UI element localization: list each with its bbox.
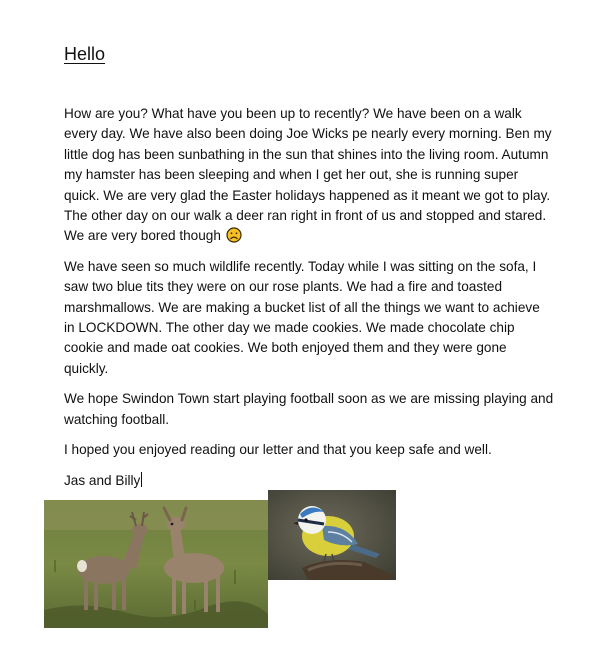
paragraph-4: I hoped you enjoyed reading our letter and that you keep safe and well. (64, 442, 492, 458)
blue-tit-photo (268, 490, 396, 580)
paragraph-1 (64, 104, 554, 247)
deer-photo (44, 500, 268, 628)
frowning-face-icon (226, 227, 242, 243)
text-cursor (141, 472, 142, 487)
letter-title: Hello (64, 44, 106, 64)
paragraph-3: We hope Swindon Town start playing football soon as we are missing playing and watching football. (64, 391, 554, 427)
paragraph-2: We have seen so much wildlife recently. Today while I was sitting on the sofa, I saw two blue tits they were on our rose plants. We had a fire and toasted marshmallows. We are making a bucket list of all the things we want to achieve in LOCKDOWN. The other day we made cookies. We made chocolate chip cookie and made oat cookies. We both enjoyed them and they were gone quickly. (64, 258, 540, 376)
signature: Jas and Billy (64, 472, 141, 488)
signature-line (64, 471, 554, 491)
paragraph-1-text: How are you? What have you been up to recently? We have been on a walk every day. We have also been doing Joe Wicks pe nearly every morning. Ben my little dog has been sunbathing in the sun that shines into the living room. Autumn my hamster has been sleeping and when I get her out, she is running super quick. We are very glad the Easter holidays happened as it meant we got to play. The other day on our walk a deer ran right in front of us and stopped and stared. We are very bored though (64, 106, 552, 244)
letter-body (64, 104, 554, 501)
